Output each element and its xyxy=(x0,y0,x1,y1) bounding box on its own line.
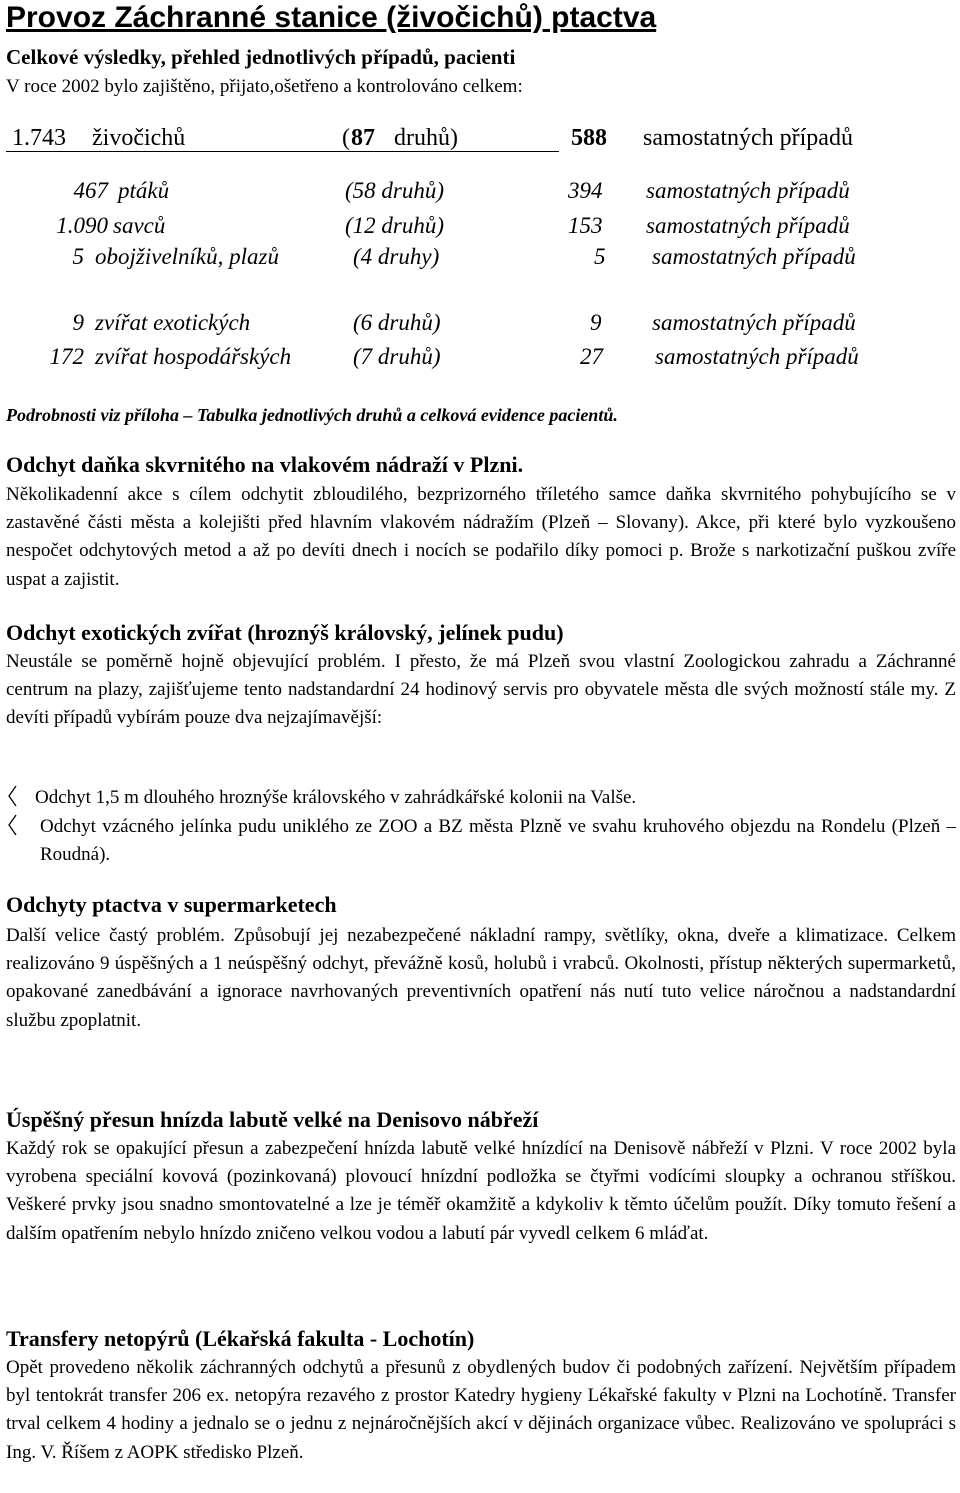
row-cases: 9 xyxy=(590,310,602,335)
row-cases: 27 xyxy=(580,344,603,369)
totals-underline xyxy=(6,151,559,152)
section-text: Každý rok se opakující přesun a zabezpečení hnízda labutě velké hnízdící na Denisově nábřeží v Plzni. V roce 2002 byla vyrobena speciální kovová (pozinkovaná) plovoucí hnízdní podložka se čtyřmi vodícími sloupky a ochranou stříškou. Veškeré prvky jsou snadno smontovatelné a lze je téměř okamžitě a kdykoliv k těmto účelům použít. Díky tomuto řešení a dalším opatřením nebylo hnízdo zničeno velkou vodou a labutí pár vyvedl celkem 6 mláďat. xyxy=(6,1138,956,1244)
row-count: 1.090 xyxy=(56,213,108,238)
section-heading: Odchyty ptactva v supermarketech xyxy=(6,892,337,917)
intro-text: V roce 2002 bylo zajištěno, přijato,ošetřeno a kontrolováno celkem: xyxy=(6,76,523,97)
page-subtitle: Celkové výsledky, přehled jednotlivých případů, pacienti xyxy=(6,45,516,69)
row-label: obojživelníků, plazů xyxy=(95,244,279,269)
row-cases-label: samostatných případů xyxy=(646,213,850,238)
section-heading: Transfery netopýrů (Lékařská fakulta - Lochotín) xyxy=(6,1326,475,1351)
row-cases: 5 xyxy=(594,244,606,269)
section-text: Další velice častý problém. Způsobují jej nezabezpečené nákladní rampy, světlíky, okna, dveře a klimatizace. Celkem realizováno 9 úspěšných a 1 neúspěšný odchyt, převážně kosů, holubů i vrabců. Okolnosti, přístup některých supermarketů, opakované zanedbávání a ignorace navrhovaných preventivních opatření nás nutí tuto velice náročnou a nadstandardní službu zpoplatnit. xyxy=(6,925,956,1031)
row-count: 172 xyxy=(49,344,84,369)
totals-label: živočichů xyxy=(92,125,186,151)
section-heading: Úspěšný přesun hnízda labutě velké na Denisovo nábřeží xyxy=(6,1107,539,1132)
page-title: Provoz Záchranné stanice (živočichů) ptactva xyxy=(6,1,657,34)
row-cases-label: samostatných případů xyxy=(655,344,859,369)
row-species: (12 druhů) xyxy=(345,213,445,238)
row-species: (7 druhů) xyxy=(353,344,441,369)
row-cases-label: samostatných případů xyxy=(646,178,850,203)
section-heading: Odchyt exotických zvířat (hroznýš královský, jelínek pudu) xyxy=(6,620,564,645)
section-text: Několikadenní akce s cílem odchytit zbloudilého, bezprizorného tříletého samce daňka skvrnitého pohybujícího se v zastavěné části města a kolejišti před hlavním vlakovém nádražím (Plzeň – Slovany). Akce, při které bylo vyzkoušeno nespočet odchytových metod a až po devíti dnech i nocích se podařilo díky pomoci p. Brože s narkotizační puškou zvíře uspat a zajistit. xyxy=(6,484,956,590)
row-cases-label: samostatných případů xyxy=(652,244,856,269)
totals-species-count: 87 xyxy=(351,125,375,151)
totals-species-open: ( xyxy=(342,125,350,151)
appendix-note: Podrobnosti viz příloha – Tabulka jednotlivých druhů a celková evidence pacientů. xyxy=(6,405,618,425)
totals-cases-label: samostatných případů xyxy=(643,125,853,151)
row-label: zvířat exotických xyxy=(95,310,251,335)
totals-species-label: druhů) xyxy=(394,125,458,151)
row-cases-label: samostatných případů xyxy=(652,310,856,335)
totals-cases: 588 xyxy=(571,125,607,151)
section-heading: Odchyt daňka skvrnitého na vlakovém nádraží v Plzni. xyxy=(6,452,524,477)
row-count: 467 xyxy=(73,178,108,203)
section-text: Neustále se poměrně hojně objevující problém. I přesto, že má Plzeň svou vlastní Zoologickou zahradu a Záchranné centrum na plazy, zajišťujeme tento nadstandardní 24 hodinový servis pro obyvatele města dle svých možností stále my. Z devíti případů vybírám pouze dva nejzajímavější: xyxy=(6,651,956,729)
row-count: 5 xyxy=(72,244,84,269)
section-text: Opět provedeno několik záchranných odchytů a přesunů z obydlených budov či podobných zařízení. Největším případem byl tentokrát transfer 206 ex. netopýra rezavého z prostor Katedry hygieny Lékařské fakulty v Plzni na Lochotíně. Transfer trval celkem 4 hodiny a jednalo se o jednu z nejnáročnějších akcí v dějinách organizace vůbec. Realizováno ve spolupráci s Ing. V. Říšem z AOPK středisko Plzeň. xyxy=(6,1357,956,1463)
row-label: ptáků xyxy=(118,178,170,203)
row-cases: 153 xyxy=(568,213,603,238)
row-species: (58 druhů) xyxy=(345,178,445,203)
totals-count: 1.743 xyxy=(12,125,66,151)
row-cases: 394 xyxy=(568,178,603,203)
row-count: 9 xyxy=(72,310,84,335)
row-label: savců xyxy=(113,213,166,238)
list-item: Odchyt vzácného jelínka pudu uniklého ze ZOO a BZ města Plzně ve svahu kruhového objezdu na Rondelu (Plzeň – Roudná). xyxy=(40,816,956,866)
bullet-mark-icon xyxy=(6,813,20,846)
row-species: (4 druhy) xyxy=(353,244,440,269)
row-species: (6 druhů) xyxy=(353,310,441,335)
row-label: zvířat hospodářských xyxy=(95,344,292,369)
list-item: Odchyt 1,5 m dlouhého hroznýše královského v zahrádkářské kolonii na Valše. xyxy=(35,787,637,808)
